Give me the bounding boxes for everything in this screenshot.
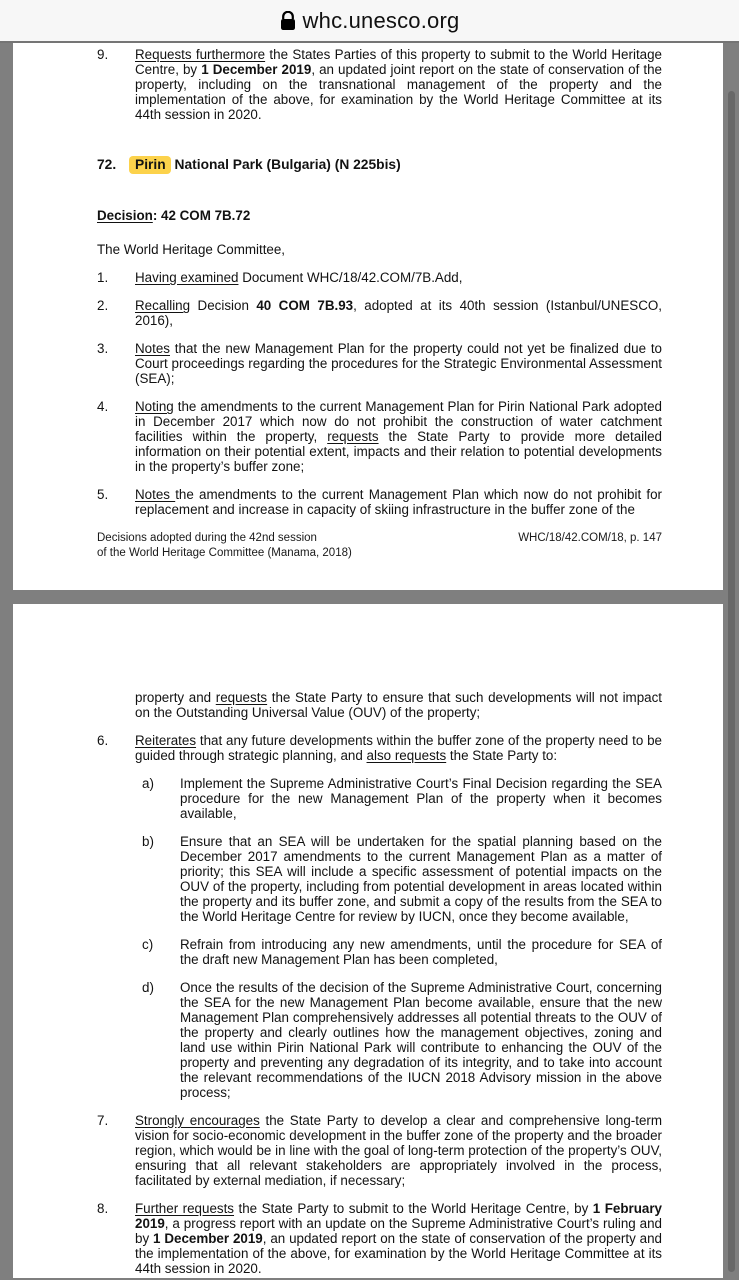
page-2-content [13, 604, 723, 1276]
paragraph-text: Decision: 42 COM 7B.72 [97, 208, 251, 223]
scrollbar-thumb[interactable] [728, 91, 735, 1272]
doc-paragraph [97, 980, 662, 1100]
paragraph-text: Requests furthermore the States Parties of this property to submit to the World Heritage Centre, by 1 December 2019, an updated joint report on the state of conservation of the property, including on the transnational management of the property and the implementation of the above, for examination by the World Heritage Committee at its 44th session in 2020. [135, 47, 663, 122]
url-bar[interactable] [280, 8, 460, 34]
doc-paragraph [97, 937, 662, 967]
search-highlight: Pirin [129, 156, 171, 174]
doc-paragraph [97, 733, 662, 763]
page-1-content [13, 43, 723, 517]
doc-paragraph [97, 399, 662, 474]
doc-paragraph [97, 270, 662, 285]
paragraph-text: Refrain from introducing any new amendments, until the procedure for SEA of the draft new Management Plan has been completed, [180, 937, 662, 967]
url-text: whc.unesco.org [302, 7, 460, 33]
paragraph-number: 8. [97, 1201, 109, 1216]
paragraph-number: 3. [97, 341, 109, 356]
page-footer [97, 531, 662, 560]
doc-paragraph [97, 341, 662, 386]
footer-left [97, 531, 352, 560]
paragraph-number: 6. [97, 733, 109, 748]
doc-paragraph [97, 1201, 662, 1276]
paragraph-text: Recalling Decision 40 COM 7B.93, adopted at its 40th session (Istanbul/UNESCO, 2016), [135, 298, 663, 328]
paragraph-number: b) [142, 834, 154, 849]
lock-icon [280, 11, 296, 31]
doc-paragraph [97, 776, 662, 821]
paragraph-text: Noting the amendments to the current Management Plan for Pirin National Park adopted in December 2017 which now do not prohibit the construction of water catchment facilities within the property, requests the State Party to provide more detailed information on their potential extent, impacts and their relation to potential developments in the property’s buffer zone; [135, 399, 662, 474]
paragraph-text: Pirin National Park (Bulgaria) (N 225bis) [135, 157, 662, 172]
paragraph-number: c) [142, 937, 154, 952]
paragraph-text: Reiterates that any future developments within the buffer zone of the property need to be guided through strategic planning, and also requests the State Party to: [135, 733, 662, 763]
doc-paragraph [97, 157, 662, 172]
paragraph-number: 1. [97, 270, 109, 285]
footer-right: WHC/18/42.COM/18, p. 147 [518, 532, 662, 544]
paragraph-number: 2. [97, 298, 109, 313]
paragraph-number: 7. [97, 1113, 109, 1128]
paragraph-text: Having examined Document WHC/18/42.COM/7B.Add, [135, 270, 463, 285]
doc-paragraph [97, 242, 662, 257]
paragraph-number: d) [142, 980, 154, 995]
paragraph-text: Notes that the new Management Plan for the property could not yet be finalized due to Court proceedings regarding the procedures for the Strategic Environmental Assessment (SEA); [135, 341, 662, 386]
document-viewport [0, 43, 739, 1278]
doc-paragraph [97, 487, 662, 517]
doc-paragraph [135, 690, 662, 720]
doc-paragraph [97, 1113, 662, 1188]
doc-paragraph [97, 208, 662, 223]
paragraph-number: 5. [97, 487, 109, 502]
paragraph-text: Strongly encourages the State Party to develop a clear and comprehensive long-term vision for socio-economic development in the buffer zone of the property and the broader region, which would be in line with the goal of long-term protection of the property’s OUV, ensuring that all relevant stakeholders are appropriately involved in the process, facilitated by external mediation, if necessary; [135, 1113, 663, 1188]
paragraph-text: Once the results of the decision of the Supreme Administrative Court, concerning the SEA for the new Management Plan become available, ensure that the new Management Plan comprehensively addresses all potential threats to the OUV of the property and clearly outlines how the management objectives, zoning and land use within Pirin National Park will contribute to enhancing the OUV of the property and preventing any degradation of its integrity, and to take into account the relevant recommendations of the IUCN 2018 Advisory mission in the above process; [180, 980, 662, 1100]
footer-left-line-1: Decisions adopted during the 42nd session [97, 532, 317, 544]
pdf-page-1 [13, 43, 723, 590]
browser-header [0, 0, 739, 43]
page-gap [0, 590, 739, 604]
paragraph-text: The World Heritage Committee, [97, 242, 286, 257]
footer-left-line-2: of the World Heritage Committee (Manama, 2018) [97, 546, 352, 559]
doc-paragraph [97, 834, 662, 924]
paragraph-text: Ensure that an SEA will be undertaken for the spatial planning based on the December 2017 amendments to the current Management Plan as a matter of priority; this SEA will include a specific assessment of potential impacts on the OUV of the property, including from potential development in areas located within the property and its buffer zone, and submit a copy of the results from the SEA to the World Heritage Centre for review by IUCN, once they become available, [180, 834, 662, 924]
paragraph-number: a) [142, 776, 154, 791]
paragraph-number: 4. [97, 399, 109, 414]
paragraph-number: 9. [97, 47, 109, 62]
doc-paragraph [97, 298, 662, 328]
paragraph-number: 72. [97, 157, 117, 172]
paragraph-text: Further requests the State Party to submit to the World Heritage Centre, by 1 February 2019, a progress report with an update on the Supreme Administrative Court’s ruling and by 1 December 2019, an updated report on the state of conservation of the property and the implementation of the above, for examination by the World Heritage Committee at its 44th session in 2020. [135, 1201, 663, 1276]
paragraph-text: property and requests the State Party to ensure that such developments will not impact on the Outstanding Universal Value (OUV) of the property; [135, 690, 663, 720]
pdf-page-2 [13, 604, 723, 1278]
paragraph-text: Notes the amendments to the current Management Plan which now do not prohibit for replacement and increase in capacity of skiing infrastructure in the buffer zone of the [135, 487, 662, 517]
paragraph-text: Implement the Supreme Administrative Court’s Final Decision regarding the SEA procedure for the new Management Plan of the property when it becomes available, [180, 776, 662, 821]
doc-paragraph [97, 47, 662, 122]
